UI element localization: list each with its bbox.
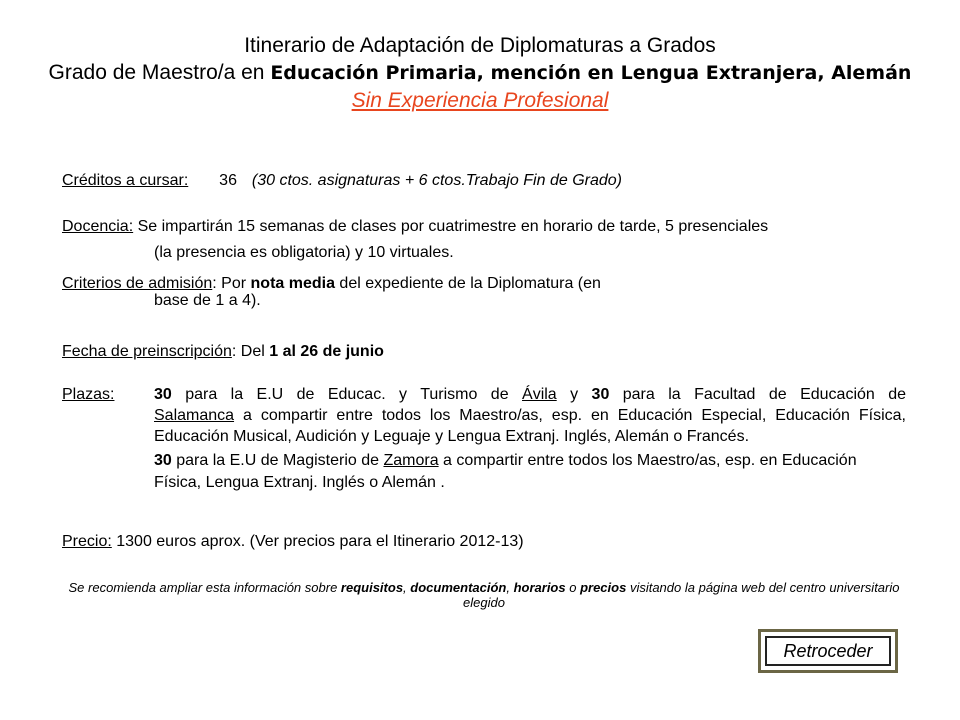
fecha-sep: : Del (231, 343, 270, 360)
note-text-5: visitando la página web del centro universitario elegido (463, 580, 900, 610)
plazas-t2: y (556, 386, 592, 403)
degree-title (40, 59, 920, 87)
docencia-label: Docencia: (62, 218, 134, 235)
docencia-text1: Se impartirán 15 semanas de clases por cuatrimestre en horario de tarde, 5 presenciales (133, 218, 769, 235)
plazas-t5: para la E.U de Magisterio de (171, 452, 384, 469)
plazas-row (62, 384, 906, 494)
note-text-2: , (403, 580, 411, 595)
fecha-row (62, 341, 906, 362)
creditos-label: Créditos a cursar: (62, 172, 189, 189)
back-button-frame[interactable] (758, 629, 898, 673)
criterios-sep: : Por (212, 275, 251, 292)
docencia-text2: (la presencia es obligatoria) y 10 virtuales. (154, 244, 454, 261)
note-horarios: horarios (513, 580, 566, 595)
fecha-bold: 1 al 26 de junio (269, 343, 384, 360)
criterios-bold: nota media (250, 275, 335, 292)
degree-name: Educación Primaria, mención en Lengua Extranjera, Alemán (270, 62, 912, 84)
docencia-row (62, 214, 906, 266)
plazas-t1: para la E.U de Educac. y Turismo de (171, 386, 523, 403)
note-text-3: , (506, 580, 514, 595)
criterios-row (62, 275, 906, 309)
itinerary-title: Itinerario de Adaptación de Diplomaturas a Grados (244, 34, 716, 57)
note-precios: precios (580, 580, 627, 595)
criterios-text1: del expediente de la Diplomatura (en (334, 275, 601, 292)
plazas-t4: a compartir entre todos los Maestro/as, esp. en Educación Especial, Educación Física, Educación Musical, Audición y Leguaje y Lengua Extranj. Inglés, Alemán o Francés. (154, 407, 906, 445)
plazas-n2: 30 (591, 386, 610, 403)
plazas-city-avila: Ávila (522, 386, 557, 403)
back-button[interactable]: Retroceder (765, 636, 891, 666)
creditos-value: 36 (219, 172, 237, 189)
criterios-text2: base de 1 a 4). (154, 292, 261, 309)
plazas-t3: para la Facultad de Educación de (609, 386, 907, 403)
plazas-label: Plazas: (62, 386, 115, 403)
recommendation-note (62, 580, 906, 610)
note-text-1: Se recomienda ampliar esta información sobre (68, 580, 341, 595)
plazas-n1: 30 (154, 386, 172, 403)
precio-label: Precio: (62, 533, 112, 550)
precio-text: 1300 euros aprox. (Ver precios para el Itinerario 2012-13) (111, 533, 524, 550)
creditos-detail: (30 ctos. asignaturas + 6 ctos.Trabajo Fin de Grado) (251, 172, 622, 189)
plazas-t6: a compartir entre todos los Maestro/as, esp. en Educación Física, Lengua Extranj. Inglés o Alemán . (154, 452, 857, 491)
page-header (0, 32, 960, 115)
experience-subtitle: Sin Experiencia Profesional (351, 89, 609, 112)
fecha-label: Fecha de preinscripción (62, 343, 232, 360)
note-documentacion: documentación (410, 580, 507, 595)
note-text-4: o (565, 580, 581, 595)
precio-row (62, 531, 906, 552)
creditos-row (62, 170, 906, 191)
plazas-n3: 30 (154, 452, 172, 469)
note-requisitos: requisitos (340, 580, 404, 595)
plazas-city-zamora: Zamora (383, 452, 439, 469)
criterios-label: Criterios de admisión (62, 275, 213, 292)
degree-prefix: Grado de Maestro/a en (48, 61, 271, 84)
plazas-city-salamanca: Salamanca (154, 407, 235, 424)
